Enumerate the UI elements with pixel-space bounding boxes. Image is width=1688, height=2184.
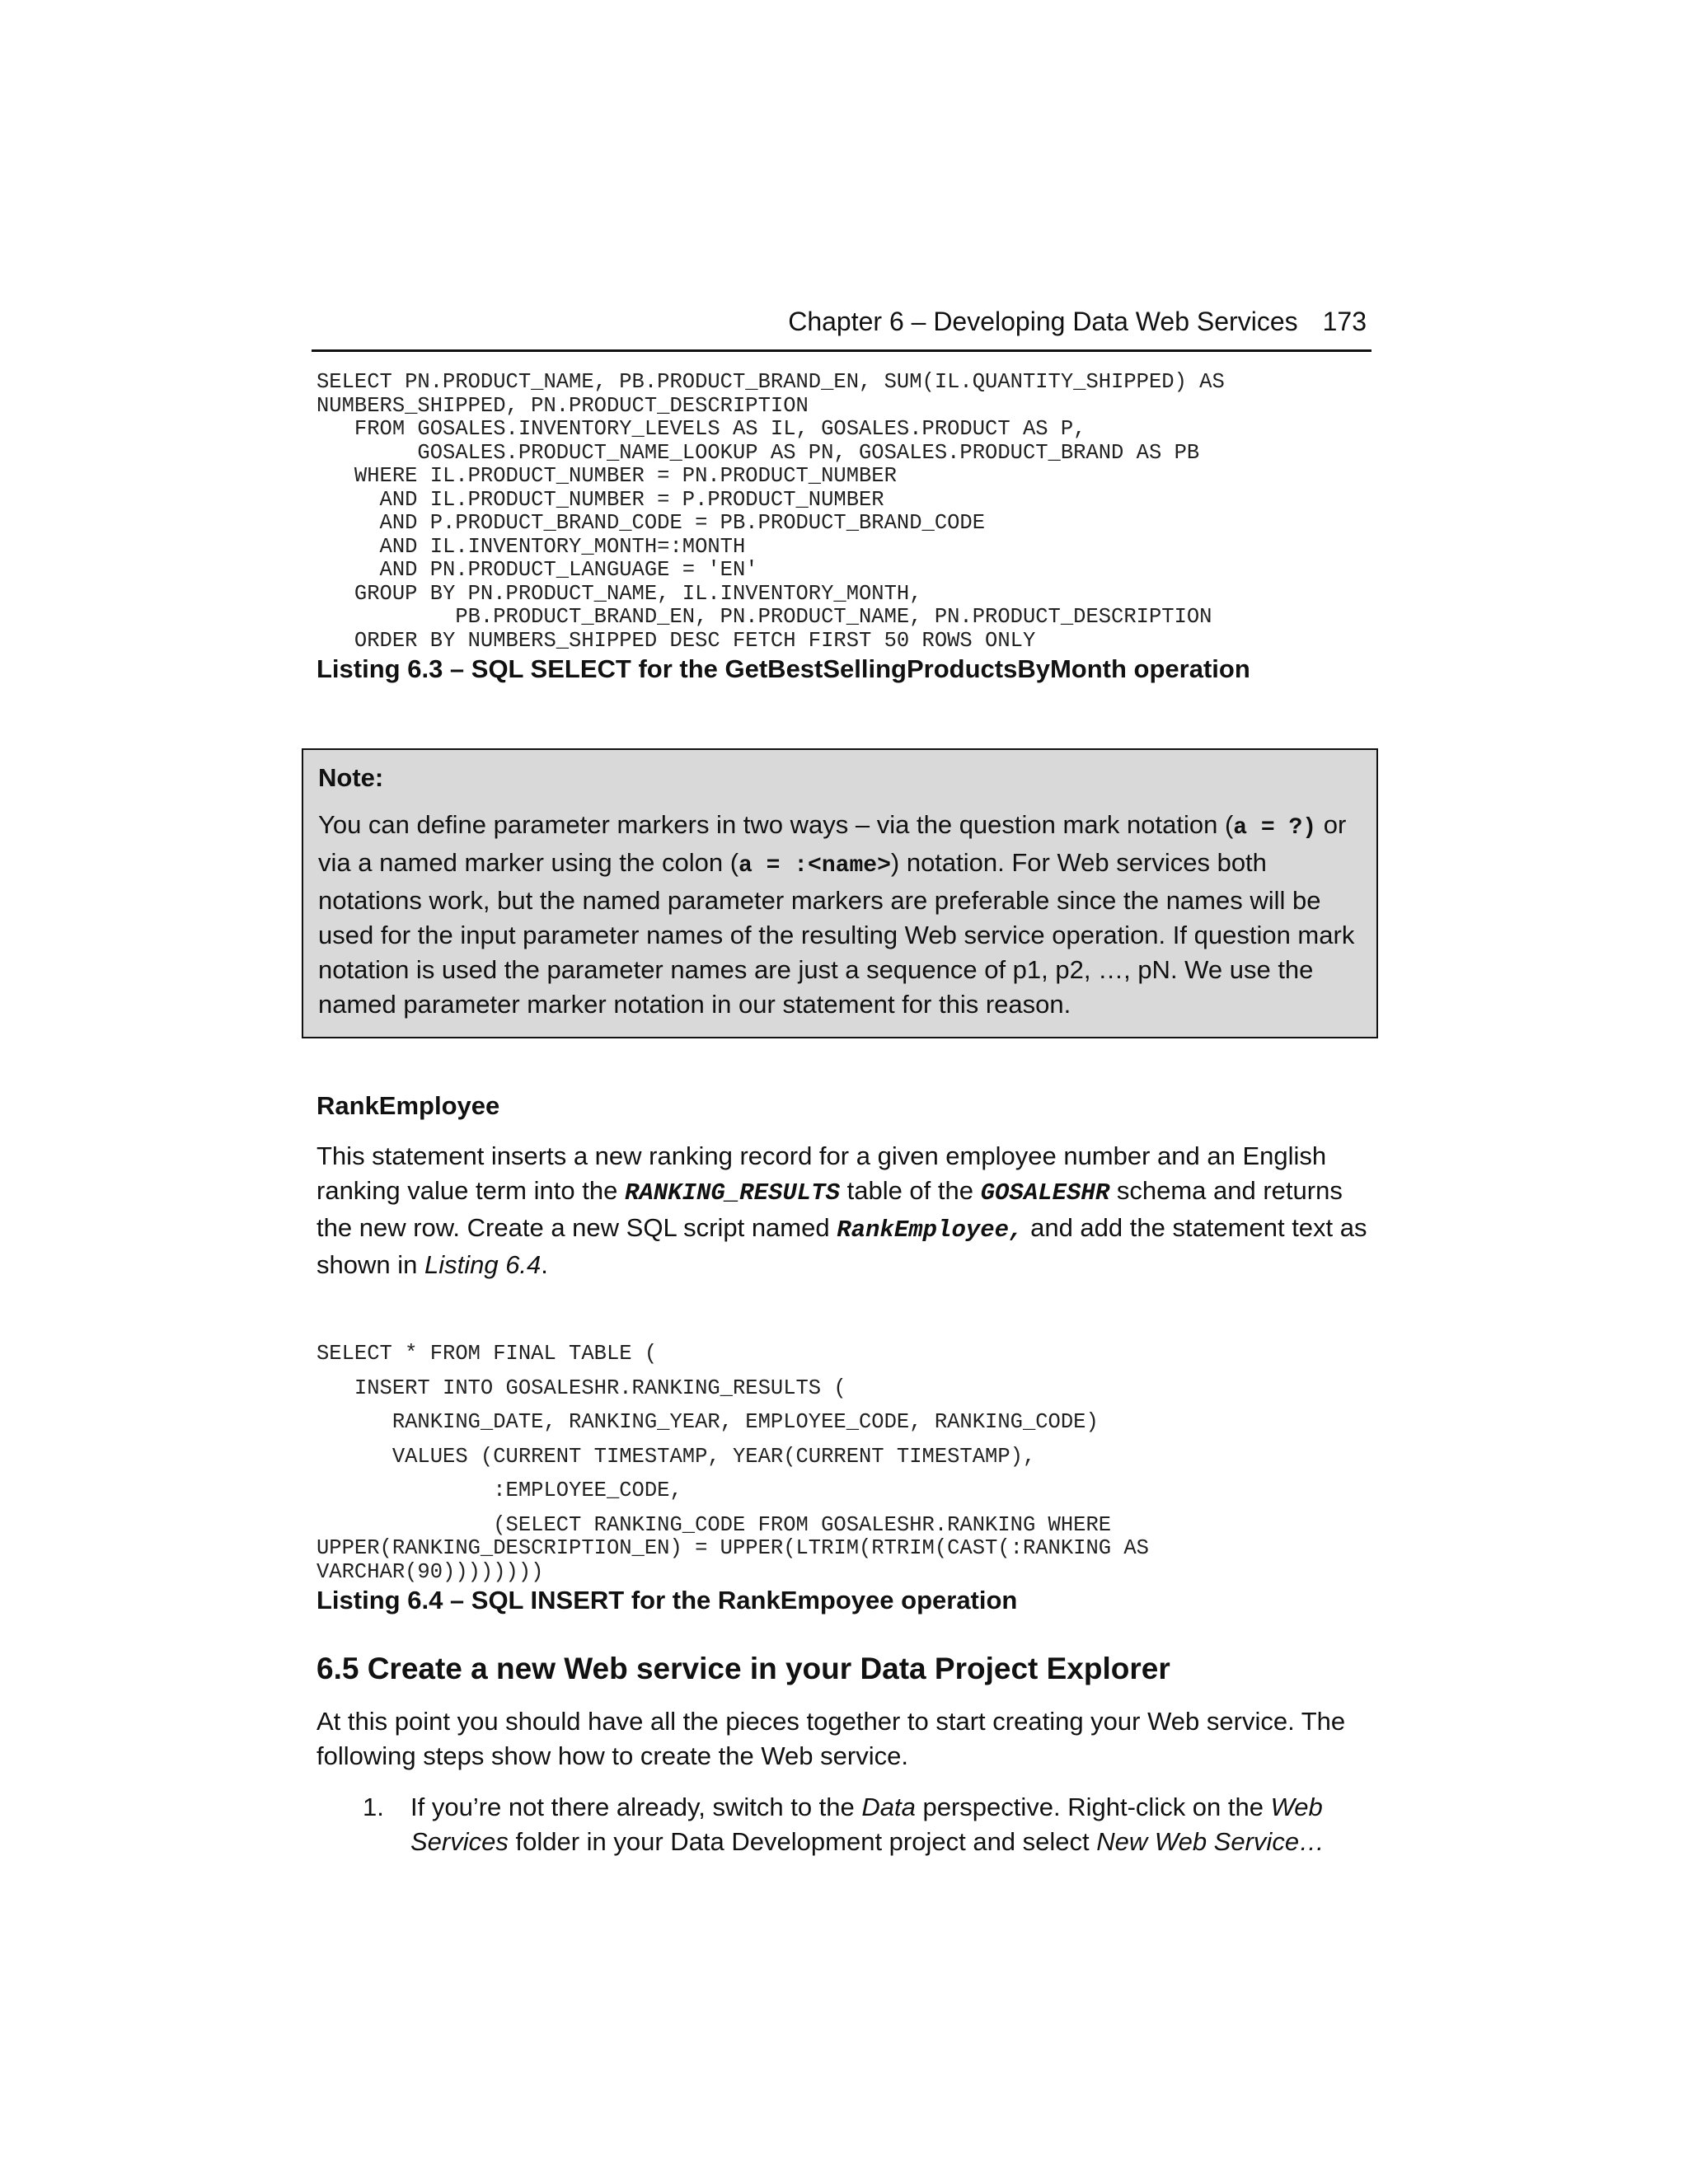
step-number: 1.: [363, 1793, 384, 1821]
listing-reference: Listing 6.4: [424, 1250, 542, 1279]
note-text-2: or via a named marker using the colon (: [318, 810, 1347, 877]
page-content: [316, 371, 1380, 1859]
step-italic-3: New Web Service…: [1096, 1827, 1325, 1856]
chapter-title: Chapter 6 – Developing Data Web Services: [788, 307, 1298, 336]
note-text-1: You can define parameter markers in two ways – via the question mark notation (: [318, 810, 1234, 839]
page-number: 173: [1322, 307, 1367, 336]
section-title: 6.5 Create a new Web service in your Data Project Explorer: [316, 1652, 1170, 1685]
step-text-1: If you’re not there already, switch to the: [410, 1793, 862, 1821]
listing-6-3-caption: Listing 6.3 – SQL SELECT for the GetBestSellingProductsByMonth operation: [316, 654, 1250, 683]
step-text-2: perspective. Right-click on the: [915, 1793, 1271, 1821]
rank-employee-text-3: schema and returns the new row. Create a new SQL script named: [316, 1176, 1343, 1242]
step-text-3: folder in your Data Development project and select: [508, 1827, 1097, 1856]
note-title: Note:: [318, 763, 384, 792]
list-item: [316, 1790, 1380, 1859]
note-box: [302, 748, 1378, 1038]
rank-employee-heading: RankEmployee: [316, 1091, 500, 1120]
step-italic-1: Data: [861, 1793, 916, 1821]
section-intro: At this point you should have all the pieces together to start creating your Web service. The following steps show how to create the Web service.: [316, 1707, 1346, 1770]
note-code-question-mark: a = ?): [1233, 815, 1317, 841]
rank-employee-text-1: This statement inserts a new ranking record for a given employee number and an English ranking value term into the: [316, 1141, 1327, 1205]
note-body: [318, 808, 1362, 1022]
listing-6-4-caption: Listing 6.4 – SQL INSERT for the RankEmpoyee operation: [316, 1586, 1018, 1615]
listing-6-4-code: SELECT * FROM FINAL TABLE ( INSERT INTO GOSALESHR.RANKING_RESULTS ( RANKING_DATE, RANKING_YEAR, EMPLOYEE_CODE, RANKING_CODE) VALUES (CURRENT TIMESTAMP, YEAR(CURRENT TIMESTAMP), :EMPLOYEE_CODE, (SELECT RANKING_CODE FROM GOSALESHR.RANKING WHERE: [316, 1342, 1112, 1537]
rank-employee-text-2: table of the: [839, 1176, 981, 1205]
running-header: [312, 303, 1372, 352]
rank-employee-text-4: and add the statement text as shown in: [316, 1213, 1367, 1279]
schema-name: GOSALESHR: [980, 1179, 1110, 1207]
note-text-3: ) notation. For Web services both notations work, but the named parameter markers are preferable since the names will be used for the input parameter names of the resulting Web service operation. If question mark notation is used the parameter names are just a sequence of p1, p2, …, pN. We use the named parameter marker notation in our statement for this reason.: [318, 848, 1355, 1019]
steps-list: [316, 1790, 1380, 1859]
listing-6-4-code-tail: UPPER(RANKING_DESCRIPTION_EN) = UPPER(LTRIM(RTRIM(CAST(:RANKING AS VARCHAR(90)))))))): [316, 1536, 1149, 1584]
script-name: RankEmployee,: [837, 1216, 1024, 1244]
rank-employee-paragraph: [316, 1139, 1380, 1282]
table-name: RANKING_RESULTS: [624, 1179, 840, 1207]
listing-6-3-code: SELECT PN.PRODUCT_NAME, PB.PRODUCT_BRAND_EN, SUM(IL.QUANTITY_SHIPPED) AS NUMBERS_SHIPPED, PN.PRODUCT_DESCRIPTION FROM GOSALES.INVENTORY_LEVELS AS IL, GOSALES.PRODUCT AS P, GOSALES.PRODUCT_NAME_LOOKUP AS PN, GOSALES.PRODUCT_BRAND AS PB WHERE IL.PRODUCT_NUMBER = PN.PRODUCT_NUMBER AND IL.PRODUCT_NUMBER = P.PRODUCT_NUMBER AND P.PRODUCT_BRAND_CODE = PB.PRODUCT_BRAND_CODE AND IL.INVENTORY_MONTH=:MONTH AND PN.PRODUCT_LANGUAGE = 'EN' GROUP BY PN.PRODUCT_NAME, IL.INVENTORY_MONTH, PB.PRODUCT_BRAND_EN, PN.PRODUCT_NAME, PN.PRODUCT_DESCRIPTION ORDER BY NUMBERS_SHIPPED DESC FETCH FIRST 50 ROWS ONLY: [316, 370, 1225, 653]
step-italic-2: Web Services: [410, 1793, 1323, 1856]
rank-employee-text-5: .: [541, 1250, 548, 1279]
note-code-named-marker: a = :<name>: [738, 853, 891, 879]
